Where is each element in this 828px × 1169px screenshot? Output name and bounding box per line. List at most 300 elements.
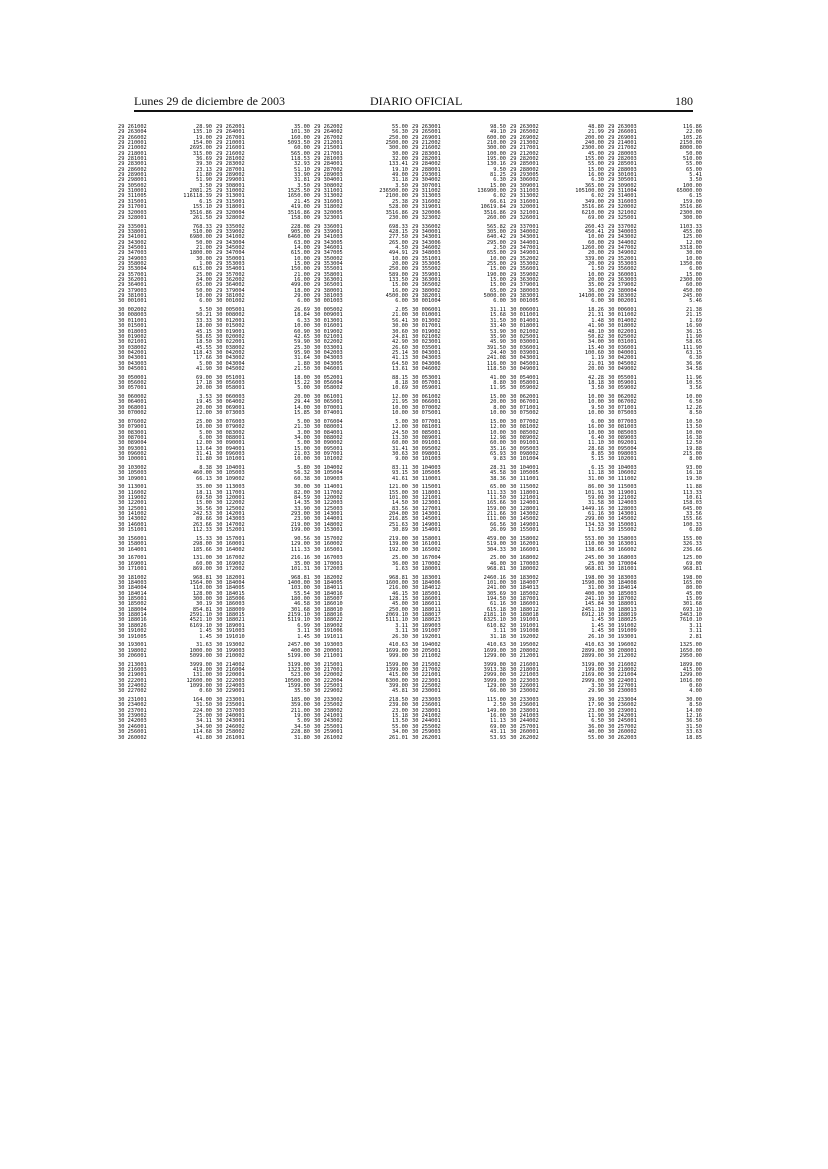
row-value: 11.88: [686, 484, 702, 491]
row-value: 33.90: [294, 505, 310, 512]
row-value: 83.11: [392, 464, 408, 471]
row-code: 29 353003: [216, 260, 245, 267]
row-value: 6.00: [395, 298, 408, 305]
row-code: 30 064001: [118, 399, 147, 406]
row-value: 693.10: [682, 606, 702, 613]
row-code: 30 223003: [510, 677, 539, 684]
row-value: 655.00: [486, 250, 506, 257]
row-value: 46.58: [294, 601, 310, 608]
row-value: 16.00: [294, 277, 310, 284]
row-code: 30 224003: [216, 683, 245, 690]
row-value: 145.84: [584, 601, 604, 608]
row-code: 30 115001: [412, 484, 441, 491]
row-code: 30 124003: [608, 500, 637, 507]
row-code: 30 079001: [118, 424, 147, 431]
row-code: 29 360001: [608, 271, 637, 278]
row-code: 29 212001: [314, 140, 343, 147]
row-value: 198.00: [682, 574, 702, 581]
row-code: 30 260001: [510, 729, 539, 736]
row-code: 30 143003: [216, 516, 245, 523]
row-code: 30 233001: [216, 697, 245, 704]
row-value: 41.13: [392, 355, 408, 362]
row-code: 30 182001: [216, 574, 245, 581]
row-code: 29 349003: [118, 255, 147, 262]
row-value: 105.26: [682, 134, 702, 141]
table-row: [216, 736, 310, 741]
row-value: 3.11: [297, 628, 310, 635]
row-value: 240.00: [584, 140, 604, 147]
row-code: 30 188022: [314, 617, 343, 624]
row-code: 30 185007: [314, 596, 343, 603]
row-code: 30 144001: [314, 516, 343, 523]
row-value: 101.30: [290, 129, 310, 136]
row-value: 66.00: [490, 688, 506, 695]
row-value: 114.68: [192, 729, 212, 736]
row-value: 4.00: [689, 688, 702, 695]
row-value: 5093.50: [287, 140, 310, 147]
row-value: 19.45: [196, 399, 212, 406]
row-value: 10.00: [686, 394, 702, 401]
row-code: 30 211002: [412, 652, 441, 659]
row-code: 30 156001: [118, 535, 147, 542]
row-value: 18.85: [686, 734, 702, 741]
row-code: 30 260002: [608, 729, 637, 736]
row-code: 30 095004: [608, 445, 637, 452]
row-code: 30 246002: [216, 723, 245, 730]
row-code: 30 230001: [412, 688, 441, 695]
row-code: 29 341002: [216, 234, 245, 241]
row-code: 30 145001: [412, 516, 441, 523]
row-code: 30 188017: [412, 612, 441, 619]
row-value: 30.00: [392, 150, 408, 157]
row-value: 56.41: [392, 317, 408, 324]
row-value: 968.81: [388, 574, 408, 581]
row-value: 300.00: [486, 145, 506, 152]
row-value: 5.00: [297, 418, 310, 425]
row-value: 12.50: [686, 440, 702, 447]
row-value: 4.50: [395, 244, 408, 251]
row-value: 6.00: [199, 434, 212, 441]
row-value: 1899.00: [679, 661, 702, 668]
row-value: 24.50: [392, 429, 408, 436]
row-value: 10.00: [588, 394, 604, 401]
row-code: 30 018003: [118, 328, 147, 335]
row-value: 55.00: [392, 124, 408, 130]
row-value: 419.00: [192, 667, 212, 673]
row-value: 111.00: [486, 516, 506, 523]
row-value: 20.00: [588, 260, 604, 267]
row-value: 10.00: [392, 255, 408, 262]
row-value: 305.00: [486, 228, 506, 235]
row-code: 29 354001: [216, 266, 245, 273]
row-code: 30 045001: [510, 360, 539, 367]
row-value: 2999.00: [581, 677, 604, 684]
row-code: 30 186001: [412, 596, 441, 603]
row-code: 30 111001: [510, 475, 539, 482]
row-value: 610.82: [486, 622, 506, 629]
row-code: 29 328002: [216, 214, 245, 221]
row-value: 1.69: [689, 317, 702, 324]
row-value: 16.00: [588, 424, 604, 431]
row-value: 2460.16: [483, 574, 506, 581]
row-code: 30 169001: [118, 560, 147, 567]
row-value: 236.66: [682, 546, 702, 553]
row-code: 30 015002: [216, 323, 245, 330]
row-value: 41.00: [490, 374, 506, 381]
row-value: 61.16: [490, 601, 506, 608]
row-value: 3516.86: [385, 209, 408, 216]
row-value: 56.30: [392, 129, 408, 136]
row-value: 17.66: [196, 355, 212, 362]
row-value: 31.00: [588, 475, 604, 482]
row-code: 29 381001: [118, 293, 147, 300]
row-value: 18.50: [196, 339, 212, 346]
row-value: 12.00: [490, 424, 506, 431]
row-code: 30 218002: [608, 667, 637, 673]
row-code: 29 321002: [608, 209, 637, 216]
row-code: 30 255002: [412, 723, 441, 730]
row-value: 11.90: [588, 713, 604, 720]
row-value: 260.43: [584, 223, 604, 230]
row-value: 12.16: [686, 713, 702, 720]
row-code: 30 241003: [510, 713, 539, 720]
row-value: 5.00: [199, 360, 212, 367]
row-value: 6.30: [493, 177, 506, 184]
row-value: 211.00: [290, 707, 310, 714]
row-value: 111.33: [290, 546, 310, 553]
row-code: 30 189003: [412, 622, 441, 629]
row-code: 30 006001: [510, 307, 539, 314]
row-value: 250.00: [388, 606, 408, 613]
row-code: 30 222001: [118, 677, 147, 684]
row-value: 89.66: [196, 516, 212, 523]
row-value: 1800.00: [189, 250, 212, 257]
row-code: 30 147002: [216, 521, 245, 528]
row-value: 25.00: [588, 560, 604, 567]
row-code: 29 261002: [118, 124, 147, 130]
table-row: [314, 477, 408, 482]
row-code: 30 172002: [216, 565, 245, 572]
header-date: Lunes 29 de diciembre de 2003: [134, 94, 285, 108]
row-code: 30 170003: [510, 560, 539, 567]
row-value: 14.00: [294, 404, 310, 411]
row-value: 204.00: [388, 511, 408, 518]
row-value: 15.00: [490, 418, 506, 425]
row-code: 30 065001: [314, 399, 343, 406]
row-code: 30 169002: [216, 560, 245, 567]
row-value: 219.00: [290, 521, 310, 528]
row-code: 29 304002: [412, 177, 441, 184]
row-code: 30 113003: [216, 484, 245, 491]
row-code: 29 213002: [510, 140, 539, 147]
row-value: 60.00: [392, 440, 408, 447]
row-value: 2457.00: [287, 642, 310, 649]
row-code: 30 058001: [216, 385, 245, 392]
row-code: 30 185003: [608, 590, 637, 597]
row-code: 29 218001: [118, 150, 147, 157]
row-code: 29 358002: [118, 260, 147, 267]
row-code: 29 264002: [314, 129, 343, 136]
row-value: 98.50: [490, 124, 506, 130]
row-code: 30 208001: [608, 647, 637, 654]
row-value: 2.50: [493, 702, 506, 709]
row-value: 6.00: [689, 266, 702, 273]
table-row: [216, 457, 310, 462]
row-value: 1350.00: [679, 260, 702, 267]
row-value: 58.65: [686, 339, 702, 346]
row-value: 11.95: [490, 385, 506, 392]
row-value: 510.00: [682, 156, 702, 163]
row-value: 2899.00: [581, 647, 604, 654]
row-code: 30 160001: [216, 541, 245, 548]
row-value: 1.45: [297, 633, 310, 640]
row-code: 30 117002: [314, 489, 343, 496]
row-code: 29 289003: [314, 172, 343, 179]
row-value: 5.00: [297, 385, 310, 392]
row-value: 165.00: [682, 580, 702, 587]
row-code: 30 191009: [608, 628, 637, 635]
row-code: 29 353004: [118, 266, 147, 273]
row-value: 194.50: [486, 596, 506, 603]
row-code: 30 061002: [412, 394, 441, 401]
row-code: 30 257001: [510, 723, 539, 730]
header-title: DIARIO OFICIAL: [370, 94, 463, 108]
row-value: 5.00: [297, 440, 310, 447]
row-code: 30 219001: [118, 672, 147, 679]
row-value: 23.13: [196, 166, 212, 173]
row-value: 3.56: [689, 385, 702, 392]
row-value: 1099.00: [189, 683, 212, 690]
row-code: 29 382001: [412, 293, 441, 300]
row-code: 29 210001: [216, 140, 245, 147]
row-value: 236500.00: [379, 188, 408, 195]
row-value: 218.50: [388, 697, 408, 704]
row-code: 30 186003: [216, 601, 245, 608]
row-code: 30 163001: [608, 541, 637, 548]
row-code: 29 216002: [412, 145, 441, 152]
row-code: 30 188013: [608, 606, 637, 613]
row-value: 3913.38: [483, 667, 506, 673]
row-value: 298.00: [192, 541, 212, 548]
row-value: 93.00: [686, 464, 702, 471]
row-value: 5.50: [199, 307, 212, 314]
row-value: 391.50: [486, 344, 506, 351]
row-code: 30 262002: [510, 734, 539, 741]
row-value: 2150.00: [679, 140, 702, 147]
row-code: 30 259003: [412, 729, 441, 736]
row-code: 30 127001: [412, 505, 441, 512]
row-code: 29 285001: [510, 161, 539, 168]
row-value: 16.00: [588, 172, 604, 179]
row-code: 30 098002: [510, 450, 539, 457]
row-value: 39.30: [196, 161, 212, 168]
row-code: 30 094001: [216, 445, 245, 452]
row-code: 30 200001: [314, 647, 343, 654]
row-value: 10.50: [686, 418, 702, 425]
row-code: 30 013001: [314, 317, 343, 324]
row-code: 30 188023: [412, 617, 441, 624]
row-value: 53.93: [490, 734, 506, 741]
row-value: 6.50: [591, 718, 604, 725]
row-value: 65.93: [490, 450, 506, 457]
row-code: 29 288001: [412, 166, 441, 173]
row-value: 31.18: [490, 633, 506, 640]
row-value: 50.00: [196, 287, 212, 294]
row-value: 21.03: [294, 450, 310, 457]
row-value: 4521.10: [189, 617, 212, 624]
row-value: 14.00: [686, 707, 702, 714]
row-value: 0.60: [199, 688, 212, 695]
row-code: 29 357002: [216, 271, 245, 278]
row-value: 600.00: [486, 134, 506, 141]
row-value: 42.28: [588, 374, 604, 381]
row-code: 30 122002: [216, 500, 245, 507]
row-value: 250.00: [388, 134, 408, 141]
row-code: 29 289001: [118, 172, 147, 179]
row-value: 219.00: [388, 535, 408, 542]
row-value: 63.00: [294, 239, 310, 246]
row-value: 5000.00: [483, 293, 506, 300]
row-value: 10.69: [392, 385, 408, 392]
row-value: 615.00: [290, 250, 310, 257]
row-value: 3.50: [297, 182, 310, 189]
row-code: 30 015001: [118, 323, 147, 330]
row-code: 29 317001: [118, 204, 147, 211]
row-value: 56.32: [294, 470, 310, 477]
row-value: 6.00: [591, 418, 604, 425]
row-value: 25.14: [392, 349, 408, 356]
row-value: 241.08: [486, 355, 506, 362]
row-code: 30 017001: [412, 323, 441, 330]
row-code: 30 128003: [608, 505, 637, 512]
row-value: 299.00: [584, 516, 604, 523]
row-value: 18.00: [196, 323, 212, 330]
row-code: 30 185001: [118, 596, 147, 603]
row-value: 34.00: [588, 339, 604, 346]
row-value: 13.64: [196, 445, 212, 452]
table-row: [510, 548, 604, 553]
row-value: 31.41: [196, 450, 212, 457]
row-value: 10.00: [392, 404, 408, 411]
row-code: 30 184011: [314, 585, 343, 592]
row-code: 29 356001: [510, 266, 539, 273]
row-code: 29 346002: [412, 244, 441, 251]
row-value: 1260.00: [581, 244, 604, 251]
row-value: 349.00: [584, 198, 604, 205]
row-value: 45.55: [196, 344, 212, 351]
row-value: 400.00: [584, 590, 604, 597]
row-code: 29 362001: [118, 277, 147, 284]
row-code: 30 208002: [510, 647, 539, 654]
row-value: 30.60: [392, 328, 408, 335]
row-value: 12.00: [392, 394, 408, 401]
row-code: 30 025001: [510, 333, 539, 340]
row-value: 228.08: [290, 223, 310, 230]
row-value: 55.54: [294, 590, 310, 597]
header-page-number: 180: [675, 94, 693, 108]
row-code: 29 348003: [412, 250, 441, 257]
row-value: 45.00: [686, 590, 702, 597]
row-code: 30 075003: [608, 410, 637, 417]
table-row: [314, 386, 408, 391]
row-code: 29 315001: [118, 198, 147, 205]
row-code: 30 223001: [412, 677, 441, 684]
row-code: 30 001004: [412, 298, 441, 305]
row-value: 10.55: [686, 379, 702, 386]
row-code: 30 120002: [314, 495, 343, 502]
row-code: 29 353004: [314, 260, 343, 267]
row-code: 30 213001: [118, 661, 147, 668]
row-code: 30 245001: [608, 718, 637, 725]
row-code: 30 184005: [314, 580, 343, 587]
row-code: 29 212002: [412, 140, 441, 147]
row-code: 30 188011: [412, 606, 441, 613]
row-code: 30 184016: [314, 590, 343, 597]
row-value: 36.00: [588, 287, 604, 294]
table-row: [412, 216, 506, 221]
table-row: [510, 567, 604, 572]
row-code: 30 244002: [510, 718, 539, 725]
row-code: 30 237001: [118, 707, 147, 714]
row-code: 29 281003: [314, 156, 343, 163]
row-code: 30 059002: [510, 385, 539, 392]
row-value: 30.89: [392, 527, 408, 534]
row-value: 304.33: [486, 546, 506, 553]
row-value: 589.00: [388, 271, 408, 278]
table-row: [118, 386, 212, 391]
row-value: 8000.00: [679, 145, 702, 152]
row-code: 30 057001: [118, 385, 147, 392]
row-code: 30 236001: [412, 702, 441, 709]
row-code: 30 216003: [118, 667, 147, 673]
row-value: 6460.00: [287, 234, 310, 241]
row-value: 36.56: [196, 505, 212, 512]
row-value: 3.53: [199, 394, 212, 401]
row-code: 30 188016: [314, 612, 343, 619]
table-row: [314, 736, 408, 741]
row-value: 1.45: [591, 628, 604, 635]
row-code: 29 344001: [510, 239, 539, 246]
row-code: 29 299001: [216, 177, 245, 184]
row-value: 11.50: [490, 495, 506, 502]
row-value: 24.81: [392, 333, 408, 340]
row-value: 9.50: [591, 404, 604, 411]
row-code: 30 006001: [608, 307, 637, 314]
row-code: 29 345002: [216, 244, 245, 251]
table-row: [510, 635, 604, 640]
row-code: 29 285001: [608, 161, 637, 168]
row-code: 29 287001: [216, 166, 245, 173]
row-value: 5111.10: [385, 617, 408, 624]
row-code: 29 380001: [314, 287, 343, 294]
row-code: 29 336001: [314, 223, 343, 230]
row-code: 30 064002: [216, 399, 245, 406]
row-value: 45.00: [392, 601, 408, 608]
row-value: 25.30: [294, 344, 310, 351]
row-code: 30 158003: [608, 535, 637, 542]
row-value: 645.00: [682, 505, 702, 512]
row-value: 15.00: [490, 282, 506, 289]
row-code: 30 121002: [608, 495, 637, 502]
row-value: 15.00: [294, 260, 310, 267]
row-code: 30 257002: [608, 723, 637, 730]
row-value: 45.15: [196, 328, 212, 335]
row-value: 16.38: [686, 434, 702, 441]
row-code: 30 191011: [314, 633, 343, 640]
row-value: 12.00: [196, 440, 212, 447]
row-value: 26.60: [392, 344, 408, 351]
row-code: 29 345001: [118, 244, 147, 251]
